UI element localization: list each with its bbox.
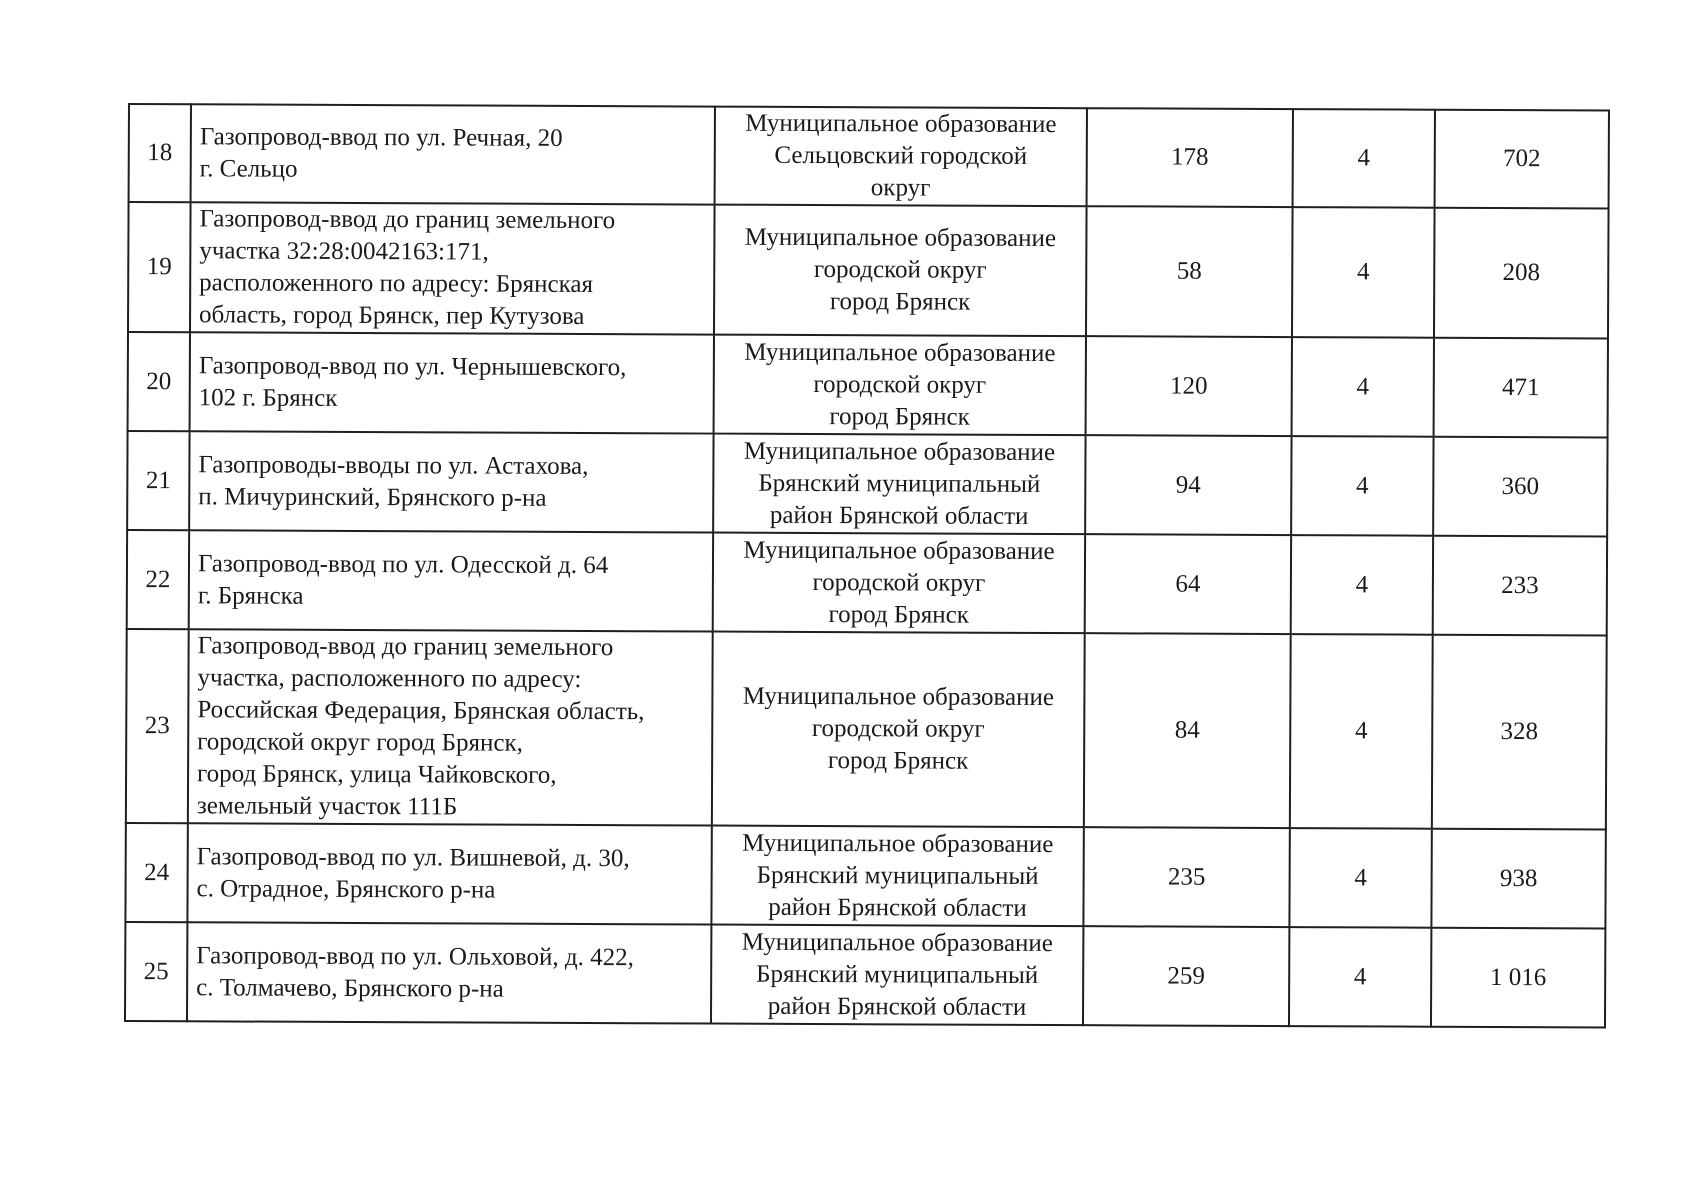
owner-line: Муниципальное образование bbox=[743, 536, 1055, 565]
cost-value: 938 bbox=[1431, 829, 1605, 929]
owner bbox=[715, 107, 1087, 207]
pipeline-name-line: Газопровод-ввод по ул. Вишневой, д. 30, bbox=[196, 842, 630, 872]
cost-value: 471 bbox=[1434, 338, 1608, 438]
pipeline-name-line: город Брянск, улица Чайковского, bbox=[197, 760, 557, 789]
pipeline-name-line: Газопровод-ввод по ул. Чернышевского, bbox=[198, 351, 627, 381]
row-number: 18 bbox=[129, 104, 191, 202]
row-number: 21 bbox=[127, 431, 189, 530]
pipeline-name-line: область, город Брянск, пер Кутузова bbox=[199, 301, 585, 330]
table-row bbox=[125, 823, 1605, 928]
pipeline-name-line: Газопроводы-вводы по ул. Астахова, bbox=[198, 450, 589, 480]
owner-line: район Брянской области bbox=[767, 992, 1027, 1021]
owner-line: район Брянской области bbox=[769, 501, 1029, 530]
pipeline-name-line: участка, расположенного по адресу: bbox=[197, 664, 582, 693]
length-value: 178 bbox=[1087, 108, 1293, 207]
pipeline-name-line: с. Толмачево, Брянского р-на bbox=[196, 973, 504, 1003]
cost-value: 702 bbox=[1435, 110, 1609, 209]
owner bbox=[711, 826, 1083, 927]
owner bbox=[713, 434, 1085, 535]
pipeline-name-line: участка 32:28:0042163:171, bbox=[199, 237, 489, 266]
table-row bbox=[126, 629, 1607, 829]
owner-line: округ bbox=[870, 174, 931, 202]
owner bbox=[714, 205, 1087, 337]
length-value: 120 bbox=[1086, 336, 1292, 436]
pipeline-name-line: Газопровод-ввод до границ земельного bbox=[197, 632, 614, 662]
pipeline-name bbox=[189, 530, 713, 631]
table-row bbox=[127, 530, 1607, 635]
table-row bbox=[128, 202, 1609, 338]
row-number: 24 bbox=[125, 823, 187, 922]
pipeline-name-line: Газопровод-ввод по ул. Речная, 20 bbox=[199, 123, 563, 152]
length-value: 64 bbox=[1085, 534, 1291, 634]
pipeline-name-line: Российская Федерация, Брянская область, bbox=[197, 696, 645, 726]
row-number: 25 bbox=[125, 922, 187, 1021]
pipeline-name-line: 102 г. Брянск bbox=[198, 383, 338, 412]
owner-line: городской округ bbox=[811, 714, 985, 743]
owner-line: Брянский муниципальный bbox=[756, 861, 1039, 890]
owner-line: город Брянск bbox=[829, 288, 971, 316]
diameter-value: 4 bbox=[1292, 337, 1434, 437]
pipeline-name-line: расположенного по адресу: Брянская bbox=[199, 269, 594, 299]
table-row bbox=[128, 332, 1608, 437]
cost-value: 208 bbox=[1434, 208, 1609, 339]
row-number: 20 bbox=[128, 332, 190, 431]
table-row bbox=[127, 431, 1607, 536]
pipeline-name-line: земельный участок 111Б bbox=[196, 792, 458, 821]
pipeline-name-line: Газопровод-ввод по ул. Ольховой, д. 422, bbox=[196, 941, 634, 971]
length-value: 235 bbox=[1083, 827, 1289, 927]
owner bbox=[714, 335, 1086, 436]
owner-line: Брянский муниципальный bbox=[758, 469, 1041, 498]
owner-line: Муниципальное образование bbox=[742, 682, 1055, 712]
diameter-value: 4 bbox=[1289, 828, 1431, 928]
owner-line: Муниципальное образование bbox=[743, 437, 1056, 466]
pipeline-name-line: городской округ город Брянск, bbox=[197, 728, 523, 757]
pipeline-name-line: г. Сельцо bbox=[199, 155, 298, 183]
pipeline-name bbox=[190, 332, 714, 433]
pipeline-name bbox=[187, 922, 711, 1023]
diameter-value: 4 bbox=[1291, 436, 1433, 536]
cost-value: 360 bbox=[1433, 437, 1607, 537]
table-row bbox=[125, 922, 1605, 1027]
owner-line: Муниципальное образование bbox=[745, 109, 1057, 139]
diameter-value: 4 bbox=[1293, 109, 1435, 208]
owner-line: город Брянск bbox=[829, 402, 970, 431]
pipeline-name bbox=[190, 202, 715, 334]
table-row bbox=[129, 104, 1609, 208]
diameter-value: 4 bbox=[1289, 927, 1431, 1027]
pipeline-name bbox=[188, 629, 713, 825]
pipeline-name bbox=[191, 104, 715, 204]
length-value: 94 bbox=[1085, 435, 1291, 535]
row-number: 22 bbox=[127, 530, 189, 629]
owner bbox=[711, 925, 1083, 1026]
pipeline-name-line: п. Мичуринский, Брянского р-на bbox=[198, 482, 547, 512]
pipeline-name bbox=[187, 823, 711, 924]
owner-line: город Брянск bbox=[827, 747, 969, 775]
cost-value: 328 bbox=[1432, 635, 1607, 830]
owner-line: Муниципальное образование bbox=[744, 338, 1056, 367]
owner-line: городской округ bbox=[813, 255, 987, 284]
pipeline-name-line: Газопровод-ввод по ул. Одесской д. 64 bbox=[197, 549, 609, 579]
owner-line: Брянский муниципальный bbox=[756, 960, 1039, 989]
owner bbox=[712, 632, 1085, 828]
owner bbox=[713, 533, 1085, 634]
pipeline-name-line: г. Брянска bbox=[197, 581, 304, 610]
owner-line: Муниципальное образование bbox=[744, 223, 1057, 253]
pipeline-name-line: с. Отрадное, Брянского р-на bbox=[196, 874, 496, 904]
owner-line: Муниципальное образование bbox=[741, 928, 1053, 957]
length-value: 84 bbox=[1084, 633, 1291, 828]
owner-line: город Брянск bbox=[828, 600, 970, 629]
owner-line: городской округ bbox=[813, 370, 987, 399]
pipeline-name bbox=[189, 431, 713, 532]
gas-pipeline-table bbox=[124, 103, 1610, 1028]
owner-line: район Брянской области bbox=[768, 893, 1027, 922]
cost-value: 233 bbox=[1433, 536, 1607, 636]
row-number: 19 bbox=[128, 202, 191, 332]
owner-line: городской округ bbox=[812, 568, 986, 597]
cost-value: 1 016 bbox=[1431, 928, 1605, 1028]
owner-line: Сельцовский городской bbox=[774, 141, 1028, 170]
length-value: 58 bbox=[1086, 206, 1293, 337]
row-number: 23 bbox=[126, 629, 189, 823]
pipeline-name-line: Газопровод-ввод до границ земельного bbox=[199, 205, 616, 235]
diameter-value: 4 bbox=[1291, 535, 1433, 635]
owner-line: Муниципальное образование bbox=[742, 829, 1054, 858]
table-body bbox=[125, 104, 1609, 1027]
length-value: 259 bbox=[1083, 926, 1289, 1026]
diameter-value: 4 bbox=[1290, 634, 1433, 829]
diameter-value: 4 bbox=[1292, 207, 1435, 338]
